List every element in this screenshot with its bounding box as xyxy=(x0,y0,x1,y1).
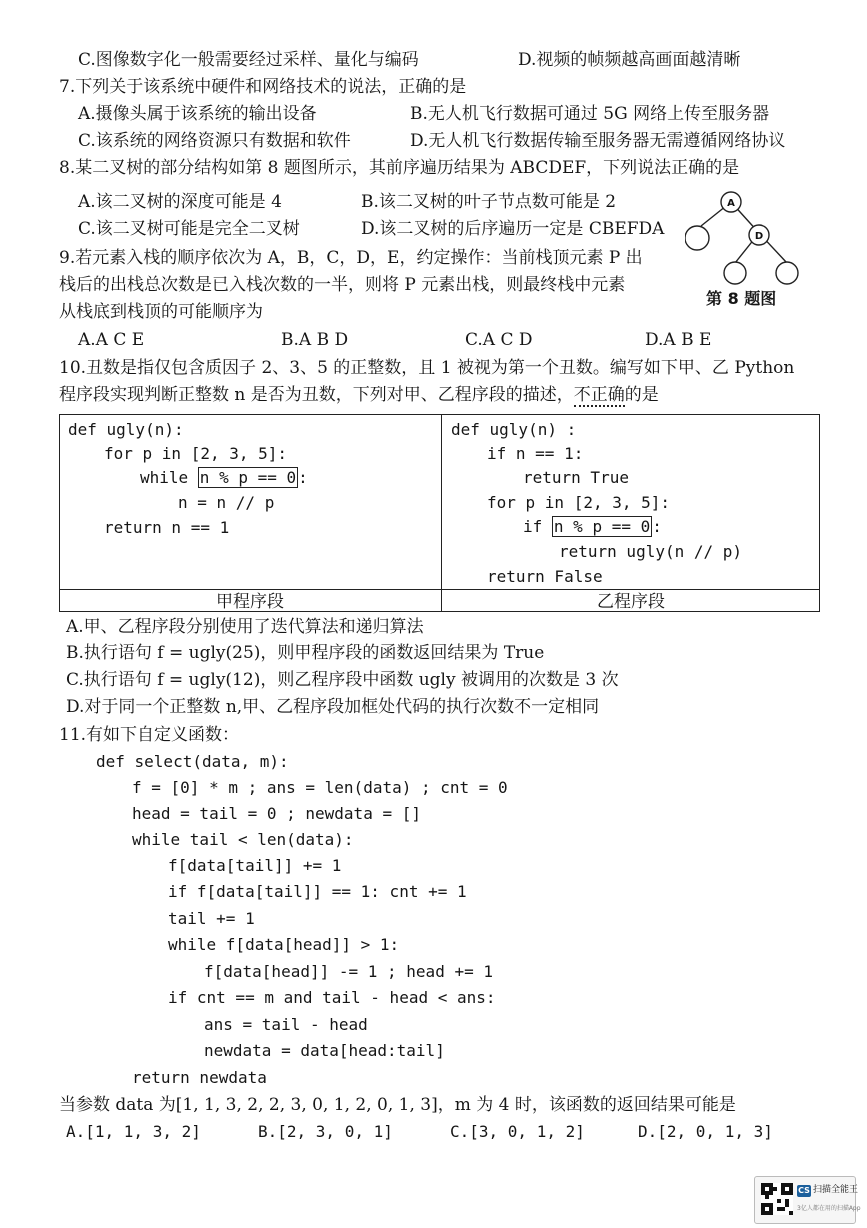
q9-option-d: D.A B E xyxy=(645,330,712,350)
code-b-if: if xyxy=(523,517,552,536)
q7-option-a: A.摄像头属于该系统的输出设备 xyxy=(78,104,317,124)
q6-option-c: C.图像数字化一般需要经过采样、量化与编码 xyxy=(78,50,419,70)
q10-option-c: C.执行语句 f = ugly(12)，则乙程序段中函数 ugly 被调用的次数是 3 次 xyxy=(66,670,619,690)
badge-tagline: 3亿人都在用的扫描App xyxy=(797,1205,861,1212)
code-b-colon: : xyxy=(652,517,662,536)
code-a-while: while xyxy=(140,468,198,487)
node-a-label: A xyxy=(727,198,735,209)
code11-line-4: while tail < len(data): xyxy=(132,830,354,849)
code-b-line-1: def ugly(n) : xyxy=(451,420,577,439)
q11-option-b: B.[2, 3, 0, 1] xyxy=(258,1122,393,1141)
scanner-watermark xyxy=(754,1176,861,1224)
q10-option-b: B.执行语句 f = ugly(25)，则甲程序段的函数返回结果为 True xyxy=(66,643,545,663)
q8-option-c: C.该二叉树可能是完全二叉树 xyxy=(78,219,300,239)
q11-option-d: D.[2, 0, 1, 3] xyxy=(638,1122,773,1141)
q8-option-b: B.该二叉树的叶子节点数可能是 2 xyxy=(361,192,617,212)
binary-tree-figure xyxy=(685,186,805,294)
qr-code-icon xyxy=(761,1183,793,1215)
code-b-line-2: if n == 1: xyxy=(487,444,584,463)
code11-line-10: if cnt == m and tail - head < ans: xyxy=(168,988,496,1007)
code-b-boxed-condition: n % p == 0 xyxy=(553,517,651,536)
q10-stem-tail: 的是 xyxy=(624,385,659,405)
q9-option-c: C.A C D xyxy=(465,330,533,350)
q8-stem: 8.某二叉树的部分结构如第 8 题图所示，其前序遍历结果为 ABCDEF，下列说法正确的是 xyxy=(59,158,740,178)
badge-app-name: 扫描全能王 xyxy=(813,1185,859,1195)
code-b-line-3: return True xyxy=(523,468,629,487)
code-a-line-3 xyxy=(140,467,308,489)
caption-program-b: 乙程序段 xyxy=(597,592,665,612)
code-b-line-7: return False xyxy=(487,567,603,586)
code-a-boxed-condition: n % p == 0 xyxy=(199,468,297,487)
q11-option-a: A.[1, 1, 3, 2] xyxy=(66,1122,201,1141)
code-b-line-4: for p in [2, 3, 5]: xyxy=(487,493,671,512)
node-d-label: D xyxy=(754,231,764,242)
code-a-colon: : xyxy=(298,468,308,487)
table-divider-horizontal xyxy=(60,589,819,590)
q9-stem-line-2: 栈后的出栈总次数是已入栈次数的一半，则将 P 元素出栈，则最终栈中元素 xyxy=(59,275,626,295)
code11-line-11: ans = tail - head xyxy=(204,1015,368,1034)
caption-program-a: 甲程序段 xyxy=(216,592,284,612)
q9-option-b: B.A B D xyxy=(281,330,349,350)
camscanner-logo-icon: CS xyxy=(798,1186,810,1195)
node-d-left xyxy=(724,262,746,284)
q9-option-a: A.A C E xyxy=(78,330,145,350)
code-comparison-table xyxy=(59,414,820,612)
q11-stem: 11.有如下自定义函数： xyxy=(59,725,240,745)
node-d-right xyxy=(776,262,798,284)
code11-line-5: f[data[tail]] += 1 xyxy=(168,856,342,875)
q8-option-a: A.该二叉树的深度可能是 4 xyxy=(78,192,282,212)
q9-stem-line-3: 从栈底到栈顶的可能顺序为 xyxy=(59,302,263,322)
node-a-left xyxy=(685,226,709,250)
code-a-line-5: return n == 1 xyxy=(104,518,230,537)
q6-option-d: D.视频的帧频越高画面越清晰 xyxy=(518,50,741,70)
code11-line-3: head = tail = 0 ; newdata = [] xyxy=(132,804,421,823)
q10-option-d: D.对于同一个正整数 n,甲、乙程序段加框处代码的执行次数不一定相同 xyxy=(66,697,600,717)
code11-line-1: def select(data, m): xyxy=(96,752,289,771)
code11-line-12: newdata = data[head:tail] xyxy=(204,1041,445,1060)
q10-stem-line-2 xyxy=(59,384,659,406)
code11-line-8: while f[data[head]] > 1: xyxy=(168,935,400,954)
code-b-line-6: return ugly(n // p) xyxy=(559,542,743,561)
figure-8-caption: 第 8 题图 xyxy=(706,289,777,308)
code-b-line-5 xyxy=(523,516,662,538)
code11-line-13: return newdata xyxy=(132,1068,267,1087)
code11-line-2: f = [0] * m ; ans = len(data) ; cnt = 0 xyxy=(132,778,508,797)
q10-stem-line-1: 10.丑数是指仅包含质因子 2、3、5 的正整数，且 1 被视为第一个丑数。编写如下甲、乙 Python xyxy=(59,358,795,378)
q7-option-b: B.无人机飞行数据可通过 5G 网络上传至服务器 xyxy=(410,104,770,124)
q8-option-d: D.该二叉树的后序遍历一定是 CBEFDA xyxy=(361,219,665,239)
q9-stem-line-1: 9.若元素入栈的顺序依次为 A，B，C，D，E，约定操作：当前栈顶元素 P 出 xyxy=(59,248,643,268)
q7-option-d: D.无人机飞行数据传输至服务器无需遵循网络协议 xyxy=(410,131,786,151)
code11-line-7: tail += 1 xyxy=(168,909,255,928)
q7-option-c: C.该系统的网络资源只有数据和软件 xyxy=(78,131,351,151)
table-divider-vertical xyxy=(441,415,442,611)
q10-option-a: A.甲、乙程序段分别使用了迭代算法和递归算法 xyxy=(66,617,424,637)
q11-option-c: C.[3, 0, 1, 2] xyxy=(450,1122,585,1141)
code-a-line-2: for p in [2, 3, 5]: xyxy=(104,444,288,463)
code11-line-6: if f[data[tail]] == 1: cnt += 1 xyxy=(168,882,467,901)
q10-emphasis-not-correct: 不正确 xyxy=(573,385,625,405)
code-a-line-4: n = n // p xyxy=(178,493,275,512)
q7-stem: 7.下列关于该系统中硬件和网络技术的说法，正确的是 xyxy=(59,77,467,97)
q10-stem-text: 程序段实现判断正整数 n 是否为丑数，下列对甲、乙程序段的描述， xyxy=(59,385,574,405)
q11-question-text: 当参数 data 为[1, 1, 3, 2, 2, 3, 0, 1, 2, 0, 1, 3]，m 为 4 时，该函数的返回结果可能是 xyxy=(59,1095,736,1115)
code11-line-9: f[data[head]] -= 1 ; head += 1 xyxy=(204,962,493,981)
code-a-line-1: def ugly(n): xyxy=(68,420,184,439)
